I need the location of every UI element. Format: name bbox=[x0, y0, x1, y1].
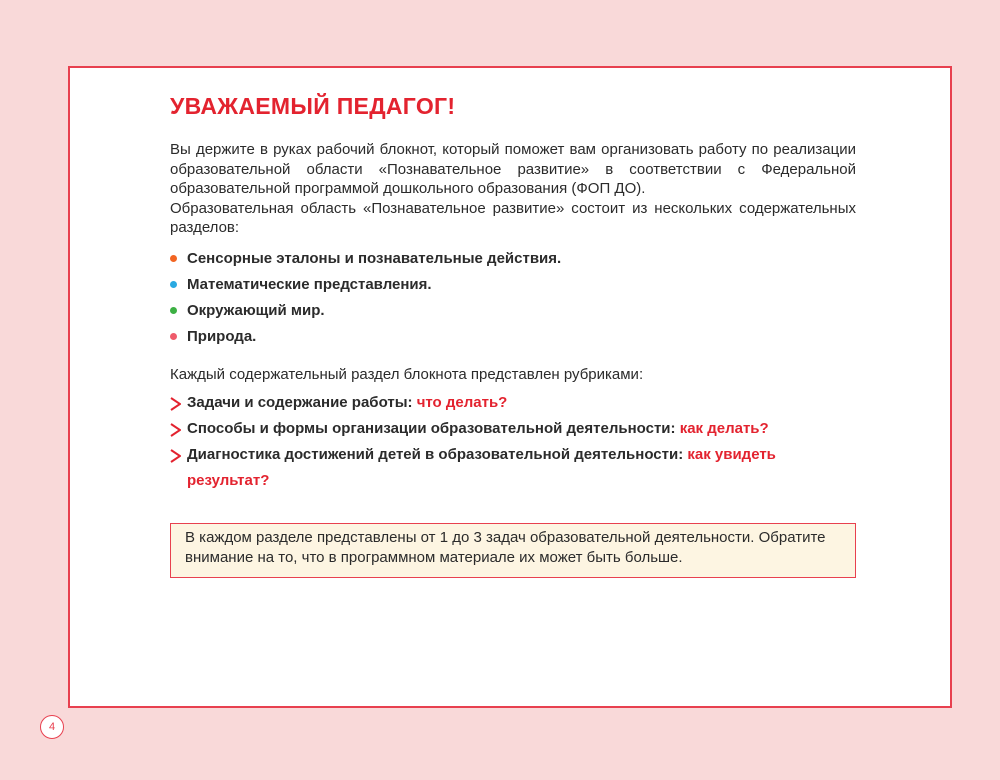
page-title: УВАЖАЕМЫЙ ПЕДАГОГ! bbox=[170, 93, 456, 119]
bullet-dot-icon bbox=[170, 281, 177, 288]
section-item bbox=[170, 272, 856, 298]
page-number: 4 bbox=[40, 715, 64, 739]
rubric-item bbox=[170, 416, 856, 442]
rubric-item bbox=[170, 442, 856, 494]
page-content bbox=[170, 90, 856, 578]
arrow-right-icon bbox=[170, 449, 181, 463]
section-item bbox=[170, 246, 856, 272]
sections-list bbox=[170, 246, 856, 350]
bullet-dot-icon bbox=[170, 333, 177, 340]
rubric-label: Задачи и содержание работы: bbox=[187, 393, 413, 411]
intro-paragraph-2: Образовательная область «Познавательное развитие» состоит из нескольких содержательных разделов: bbox=[170, 199, 856, 236]
bullet-dot-icon bbox=[170, 307, 177, 314]
intro-text bbox=[170, 140, 856, 238]
rubrics-list bbox=[170, 390, 856, 494]
section-label: Сенсорные эталоны и познавательные действия. bbox=[187, 249, 562, 267]
rubric-accent: как делать? bbox=[679, 419, 769, 437]
rubrics-lead-text: Каждый содержательный раздел блокнота представлен рубриками: bbox=[170, 365, 644, 383]
rubric-accent: что делать? bbox=[416, 393, 508, 411]
arrow-right-icon bbox=[170, 397, 181, 411]
bullet-dot-icon bbox=[170, 255, 177, 262]
section-label: Математические представления. bbox=[187, 275, 432, 293]
arrow-right-icon bbox=[170, 423, 181, 437]
section-label: Природа. bbox=[187, 327, 257, 345]
intro-paragraph-1: Вы держите в руках рабочий блокнот, который поможет вам организовать работу по реализации образовательной области «Познавательное развитие» в соответствии с Федеральной образовательной программой дошкольного образования (ФОП ДО). bbox=[170, 141, 856, 197]
rubric-accent: как увидеть результат? bbox=[187, 445, 776, 489]
rubric-item bbox=[170, 390, 856, 416]
rubric-label: Способы и формы организации образовательной деятельности: bbox=[187, 419, 676, 437]
rubric-label: Диагностика достижений детей в образовательной деятельности: bbox=[187, 445, 684, 463]
section-label: Окружающий мир. bbox=[187, 301, 325, 319]
note-box: В каждом разделе представлены от 1 до 3 задач образовательной деятельности. Обратите внимание на то, что в программном материале их может быть больше. bbox=[170, 523, 856, 578]
section-item bbox=[170, 324, 856, 350]
page-frame bbox=[68, 66, 952, 708]
section-item bbox=[170, 298, 856, 324]
